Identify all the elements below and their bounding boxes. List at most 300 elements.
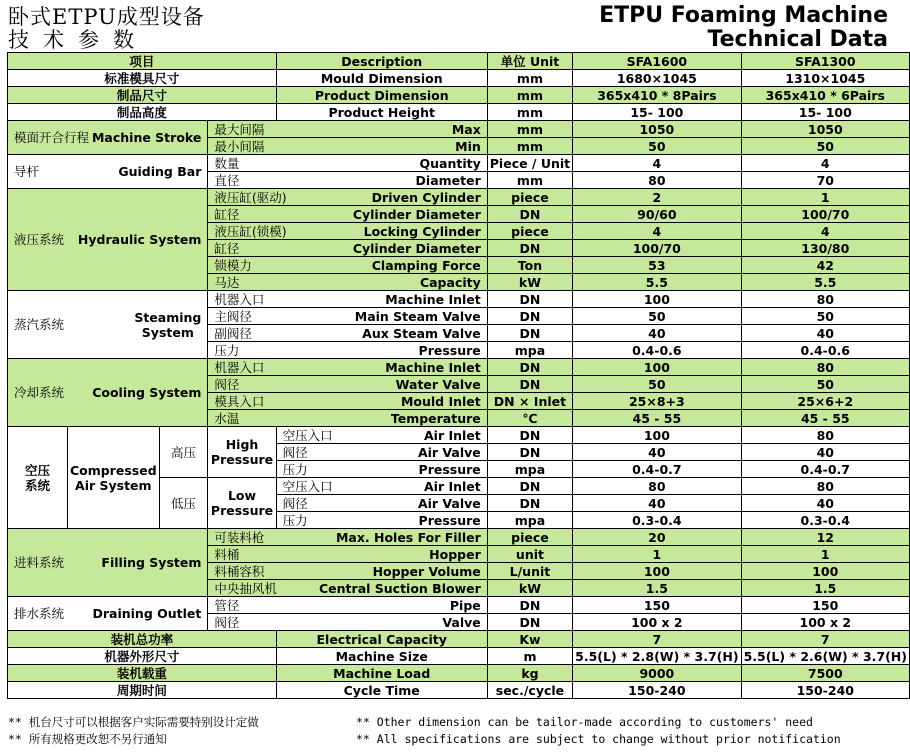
label-cn: 模面开合行程 — [14, 130, 90, 145]
label-en: Hopper — [429, 546, 481, 562]
footer-en-1: ** Other dimension can be tailor-made according to customers' need — [356, 715, 813, 729]
label-en: Water Valve — [395, 376, 481, 392]
label-cn: 模具入口 — [214, 393, 265, 409]
label-line-1: Low — [227, 488, 257, 503]
label-pair — [210, 598, 484, 613]
label-en: Air Valve — [417, 495, 481, 511]
unit-cell: DN — [487, 597, 572, 614]
sub-item — [208, 274, 487, 291]
sfa1300-value: 0.4-0.7 — [741, 461, 909, 478]
label-pair — [210, 275, 484, 290]
sub-item — [208, 138, 487, 155]
sub-item — [276, 444, 487, 461]
header-description: Description — [276, 53, 487, 70]
header-sfa1600: SFA1600 — [573, 53, 741, 70]
label-cn: 机器入口 — [214, 291, 265, 307]
label-cn: 阀径 — [214, 376, 240, 392]
group-label-filling — [8, 529, 208, 597]
sfa1300-value: 45 - 55 — [741, 410, 909, 427]
label-pair — [210, 343, 484, 358]
unit-cell: mm — [487, 138, 572, 155]
sfa1600-value: 100 — [573, 359, 741, 376]
unit-cell: mm — [487, 87, 572, 104]
table-row — [8, 648, 910, 665]
title-chinese — [8, 6, 205, 52]
label-cn: 阀径 — [282, 444, 308, 460]
table-row — [8, 291, 910, 308]
table-row — [8, 529, 910, 546]
label-en: Hopper Volume — [372, 563, 481, 579]
sub-item — [276, 495, 487, 512]
title-english — [599, 4, 888, 52]
item-cn: 标准模具尺寸 — [8, 70, 277, 87]
air-low-cn: 低压 — [159, 478, 208, 529]
label-pair — [210, 547, 484, 562]
sfa1300-value: 4 — [741, 223, 909, 240]
sfa1600-value: 80 — [573, 172, 741, 189]
sfa1600-value: 40 — [573, 325, 741, 342]
label-pair — [210, 581, 484, 596]
unit-cell: kW — [487, 274, 572, 291]
unit-cell: kg — [487, 665, 572, 682]
label-en: Diameter — [415, 172, 481, 188]
group-label-steam — [8, 291, 208, 359]
label-pair — [210, 309, 484, 324]
sfa1600-value: 15- 100 — [573, 104, 741, 121]
label-cn: 锁模力 — [214, 257, 252, 273]
sub-item — [276, 461, 487, 478]
description-cell: Mould Dimension — [276, 70, 487, 87]
sfa1300-value: 25×6+2 — [741, 393, 909, 410]
unit-cell: DN — [487, 359, 572, 376]
sub-item — [276, 427, 487, 444]
title-cn-line1: 卧式ETPU成型设备 — [8, 5, 205, 29]
label-cn: 阀径 — [282, 495, 308, 511]
sfa1300-value: 5.5 — [741, 274, 909, 291]
sfa1300-value: 80 — [741, 478, 909, 495]
label-cn: 缸径 — [214, 206, 240, 222]
sfa1300-value: 7500 — [741, 665, 909, 682]
sfa1300-value: 12 — [741, 529, 909, 546]
sub-item — [208, 614, 487, 631]
title-en-line1: ETPU Foaming Machine — [599, 3, 888, 28]
unit-cell: mm — [487, 70, 572, 87]
label-en: Filling System — [101, 555, 202, 570]
table-row — [8, 189, 910, 206]
sfa1300-value: 80 — [741, 291, 909, 308]
label-pair — [10, 310, 205, 340]
unit-cell: ℃ — [487, 410, 572, 427]
sfa1600-value: 50 — [573, 138, 741, 155]
label-en: Main Steam Valve — [354, 308, 481, 324]
table-row — [8, 155, 910, 172]
label-en: Capacity — [419, 274, 481, 290]
table-row — [8, 104, 910, 121]
label-line-1: Steaming — [134, 309, 202, 325]
sub-item — [208, 580, 487, 597]
label-line-1: 空压 — [24, 462, 50, 478]
label-pair — [210, 156, 484, 171]
label-pair — [210, 258, 484, 273]
unit-cell: DN — [487, 291, 572, 308]
label-pair — [279, 462, 485, 477]
label-en: Cylinder Diameter — [352, 240, 481, 256]
label-pair — [279, 479, 485, 494]
sfa1300-value: 1.5 — [741, 580, 909, 597]
label-cn: 空压入口 — [282, 478, 333, 494]
item-cn: 周期时间 — [8, 682, 277, 699]
title-en-line2: Technical Data — [707, 27, 888, 52]
sub-item — [276, 478, 487, 495]
sfa1600-value: 40 — [573, 495, 741, 512]
sfa1300-value: 70 — [741, 172, 909, 189]
group-label-draining — [8, 597, 208, 631]
sfa1300-value: 40 — [741, 325, 909, 342]
sfa1300-value: 130/80 — [741, 240, 909, 257]
sfa1300-value: 80 — [741, 359, 909, 376]
sfa1300-value: 15- 100 — [741, 104, 909, 121]
label-en: Mould Inlet — [400, 393, 481, 409]
description-cell: Machine Load — [276, 665, 487, 682]
sub-item — [208, 529, 487, 546]
unit-cell: DN — [487, 308, 572, 325]
table-row — [8, 427, 910, 444]
label-cn: 直径 — [214, 172, 240, 188]
label-en: Central Suction Blower — [319, 580, 481, 596]
unit-cell: L/unit — [487, 563, 572, 580]
label-cn: 中央抽风机 — [214, 580, 277, 596]
label-cn: 空压入口 — [282, 427, 333, 443]
label-cn: 液压缸(锁模) — [214, 223, 287, 239]
title-cn-line2: 技术参数 — [8, 28, 148, 52]
label-line-2: System — [141, 324, 194, 340]
label-pair — [279, 445, 485, 460]
label-cn: 缸径 — [214, 240, 240, 256]
label-cn: 管径 — [214, 597, 240, 613]
label-en: Machine Inlet — [385, 291, 481, 307]
sub-item — [208, 563, 487, 580]
sfa1600-value: 50 — [573, 376, 741, 393]
sfa1600-value: 7 — [573, 631, 741, 648]
sub-item — [208, 376, 487, 393]
unit-cell: DN — [487, 325, 572, 342]
label-en: Pressure — [418, 342, 481, 358]
footer-en-2: ** All specifications are subject to change without prior notification — [356, 732, 841, 746]
sub-item — [208, 206, 487, 223]
sub-item — [208, 308, 487, 325]
label-pair — [210, 360, 484, 375]
label-en: Cooling System — [92, 385, 202, 400]
label-line-2: Pressure — [210, 452, 274, 467]
label-pair — [210, 173, 484, 188]
group-label-hydraulic — [8, 189, 208, 291]
sfa1600-value: 365x410 * 8Pairs — [573, 87, 741, 104]
label-en: Valve — [442, 614, 481, 630]
sfa1600-value: 2 — [573, 189, 741, 206]
sfa1600-value: 90/60 — [573, 206, 741, 223]
unit-cell: piece — [487, 189, 572, 206]
label-en: Machine Stroke — [91, 130, 202, 145]
sfa1600-value: 100 — [573, 427, 741, 444]
sfa1600-value: 150-240 — [573, 682, 741, 699]
label-pair — [210, 207, 484, 222]
label-pair — [279, 428, 485, 443]
unit-cell: kW — [487, 580, 572, 597]
sfa1600-value: 1.5 — [573, 580, 741, 597]
table-row — [8, 53, 910, 70]
label-cn: 马达 — [214, 274, 240, 290]
sfa1600-value: 40 — [573, 444, 741, 461]
sfa1300-value: 150 — [741, 597, 909, 614]
label-cn: 进料系统 — [14, 555, 65, 570]
air-en-label — [67, 427, 159, 529]
unit-cell: mm — [487, 121, 572, 138]
sfa1600-value: 5.5 — [573, 274, 741, 291]
item-cn: 机器外形尺寸 — [8, 648, 277, 665]
label-en: Driven Cylinder — [371, 189, 481, 205]
label-pair — [210, 190, 484, 205]
label-pair — [210, 615, 484, 630]
label-cn: 压力 — [282, 461, 308, 477]
label-cn: 主阀径 — [214, 308, 252, 324]
unit-cell: DN — [487, 614, 572, 631]
sub-item — [208, 257, 487, 274]
label-pair — [210, 122, 484, 137]
header-sfa1300: SFA1300 — [741, 53, 909, 70]
label-cn: 液压系统 — [14, 232, 65, 247]
footer-cn-1: ** 机台尺寸可以根据客户实际需要特别设计定做 — [8, 715, 259, 729]
label-pair — [10, 555, 205, 570]
label-cn: 机器入口 — [214, 359, 265, 375]
sfa1300-value: 1 — [741, 189, 909, 206]
label-cn: 压力 — [214, 342, 240, 358]
label-pair — [10, 130, 205, 145]
unit-cell: DN × Inlet — [487, 393, 572, 410]
unit-cell: Kw — [487, 631, 572, 648]
sub-item — [276, 512, 487, 529]
sfa1300-value: 40 — [741, 495, 909, 512]
description-cell: Cycle Time — [276, 682, 487, 699]
label-en: Pipe — [449, 597, 481, 613]
table-row — [8, 70, 910, 87]
unit-cell: sec./cycle — [487, 682, 572, 699]
unit-cell: mm — [487, 172, 572, 189]
label-en: Cylinder Diameter — [352, 206, 481, 222]
sfa1300-value: 0.4-0.6 — [741, 342, 909, 359]
item-cn: 装机总功率 — [8, 631, 277, 648]
sfa1600-value: 80 — [573, 478, 741, 495]
label-en: Air Inlet — [424, 427, 481, 443]
description-cell: Machine Size — [276, 648, 487, 665]
label-en: Max — [451, 121, 481, 137]
sfa1300-value: 365x410 * 6Pairs — [741, 87, 909, 104]
label-pair — [279, 496, 485, 511]
unit-cell: mpa — [487, 461, 572, 478]
label-en: Pressure — [418, 461, 481, 477]
sfa1300-value: 50 — [741, 376, 909, 393]
description-cell: Product Height — [276, 104, 487, 121]
table-row — [8, 359, 910, 376]
label-cn: 可装料枪 — [214, 529, 265, 545]
label-line-2: Air System — [75, 477, 152, 493]
sfa1600-value: 0.3-0.4 — [573, 512, 741, 529]
sub-item — [208, 342, 487, 359]
sfa1600-value: 1680×1045 — [573, 70, 741, 87]
sfa1600-value: 0.4-0.7 — [573, 461, 741, 478]
sfa1300-value: 100 — [741, 563, 909, 580]
sfa1600-value: 0.4-0.6 — [573, 342, 741, 359]
item-cn: 制品高度 — [8, 104, 277, 121]
label-en: Max. Holes For Filler — [335, 529, 481, 545]
group-label-guiding — [8, 155, 208, 189]
unit-cell: DN — [487, 206, 572, 223]
footer-notes-cn — [8, 714, 259, 748]
label-en: Draining Outlet — [92, 606, 202, 621]
sfa1300-value: 50 — [741, 308, 909, 325]
air-cn-label — [8, 427, 68, 529]
item-cn: 制品尺寸 — [8, 87, 277, 104]
label-en: Temperature — [390, 410, 481, 426]
unit-cell: DN — [487, 495, 572, 512]
label-en: Min — [455, 138, 481, 154]
sfa1600-value: 1050 — [573, 121, 741, 138]
sfa1300-value: 80 — [741, 427, 909, 444]
group-label-stroke — [8, 121, 208, 155]
label-en: Machine Inlet — [385, 359, 481, 375]
unit-cell: Ton — [487, 257, 572, 274]
label-pair — [210, 377, 484, 392]
label-cn: 排水系统 — [14, 606, 65, 621]
sub-item — [208, 291, 487, 308]
unit-cell: mm — [487, 104, 572, 121]
label-en: Pressure — [418, 512, 481, 528]
table-row — [8, 631, 910, 648]
sfa1300-value: 40 — [741, 444, 909, 461]
label-cn: 最大间隔 — [214, 121, 265, 137]
label-pair — [210, 564, 484, 579]
item-cn: 装机载重 — [8, 665, 277, 682]
label-pair — [210, 530, 484, 545]
sfa1600-value: 100 x 2 — [573, 614, 741, 631]
label-cn: 料桶容积 — [214, 563, 265, 579]
table-row — [8, 665, 910, 682]
label-cn: 液压缸(驱动) — [214, 189, 287, 205]
unit-cell: Piece / Unit — [487, 155, 572, 172]
label-cn: 蒸汽系统 — [14, 317, 65, 332]
unit-cell: piece — [487, 223, 572, 240]
unit-cell: unit — [487, 546, 572, 563]
footer-notes-en — [356, 714, 841, 748]
label-pair — [210, 326, 484, 341]
air-low-en — [208, 478, 276, 529]
label-en: Air Inlet — [424, 478, 481, 494]
sfa1600-value: 1 — [573, 546, 741, 563]
sfa1300-value: 42 — [741, 257, 909, 274]
sub-item — [208, 393, 487, 410]
label-cn: 阀径 — [214, 614, 240, 630]
sfa1300-value: 1 — [741, 546, 909, 563]
label-cn: 最小间隔 — [214, 138, 265, 154]
unit-cell: DN — [487, 478, 572, 495]
label-en: Clamping Force — [371, 257, 481, 273]
sfa1600-value: 100/70 — [573, 240, 741, 257]
label-line-1: High — [225, 437, 259, 452]
sfa1600-value: 50 — [573, 308, 741, 325]
sfa1600-value: 53 — [573, 257, 741, 274]
sub-item — [208, 546, 487, 563]
unit-cell: DN — [487, 240, 572, 257]
sfa1600-value: 150 — [573, 597, 741, 614]
air-high-en — [208, 427, 276, 478]
unit-cell: DN — [487, 427, 572, 444]
sfa1600-value: 20 — [573, 529, 741, 546]
sfa1600-value: 100 — [573, 291, 741, 308]
label-cn: 导杆 — [14, 164, 40, 179]
sub-item — [208, 410, 487, 427]
footer-cn-2: ** 所有规格更改恕不另行通知 — [8, 732, 167, 746]
table-row — [8, 87, 910, 104]
unit-cell: DN — [487, 444, 572, 461]
sfa1300-value: 150-240 — [741, 682, 909, 699]
table-row — [8, 121, 910, 138]
sfa1600-value: 4 — [573, 223, 741, 240]
sfa1300-value: 5.5(L) * 2.6(W) * 3.7(H) — [741, 648, 909, 665]
air-high-cn: 高压 — [159, 427, 208, 478]
sfa1600-value: 45 - 55 — [573, 410, 741, 427]
label-pair — [210, 224, 484, 239]
label-pair — [279, 513, 485, 528]
sfa1300-value: 1050 — [741, 121, 909, 138]
label-line-2: 系统 — [24, 477, 50, 493]
label-pair — [210, 394, 484, 409]
sub-item — [208, 240, 487, 257]
sfa1300-value: 7 — [741, 631, 909, 648]
description-cell: Electrical Capacity — [276, 631, 487, 648]
label-en: Quantity — [419, 155, 481, 171]
label-pair — [10, 606, 205, 621]
table-row — [8, 682, 910, 699]
label-en: Locking Cylinder — [363, 223, 481, 239]
label-cn: 数量 — [214, 155, 240, 171]
sfa1600-value: 4 — [573, 155, 741, 172]
sfa1300-value: 0.3-0.4 — [741, 512, 909, 529]
sfa1600-value: 25×8+3 — [573, 393, 741, 410]
group-label-cooling — [8, 359, 208, 427]
sub-item — [208, 597, 487, 614]
sub-item — [208, 189, 487, 206]
label-line-1: Compressed — [69, 462, 157, 478]
label-cn: 副阀径 — [214, 325, 252, 341]
sfa1600-value: 9000 — [573, 665, 741, 682]
label-line-2: Pressure — [210, 503, 274, 518]
sfa1600-value: 5.5(L) * 2.8(W) * 3.7(H) — [573, 648, 741, 665]
label-pair — [210, 292, 484, 307]
label-en: Aux Steam Valve — [362, 325, 481, 341]
header-unit: 单位 Unit — [487, 53, 572, 70]
label-pair — [210, 139, 484, 154]
sfa1300-value: 100/70 — [741, 206, 909, 223]
sub-item — [208, 121, 487, 138]
label-en: Guiding Bar — [118, 164, 202, 179]
label-pair — [210, 411, 484, 426]
sfa1600-value: 100 — [573, 563, 741, 580]
header-item: 项目 — [8, 53, 277, 70]
label-pair — [10, 164, 205, 179]
label-en: Air Valve — [417, 444, 481, 460]
description-cell: Product Dimension — [276, 87, 487, 104]
sfa1300-value: 100 x 2 — [741, 614, 909, 631]
unit-cell: mpa — [487, 512, 572, 529]
